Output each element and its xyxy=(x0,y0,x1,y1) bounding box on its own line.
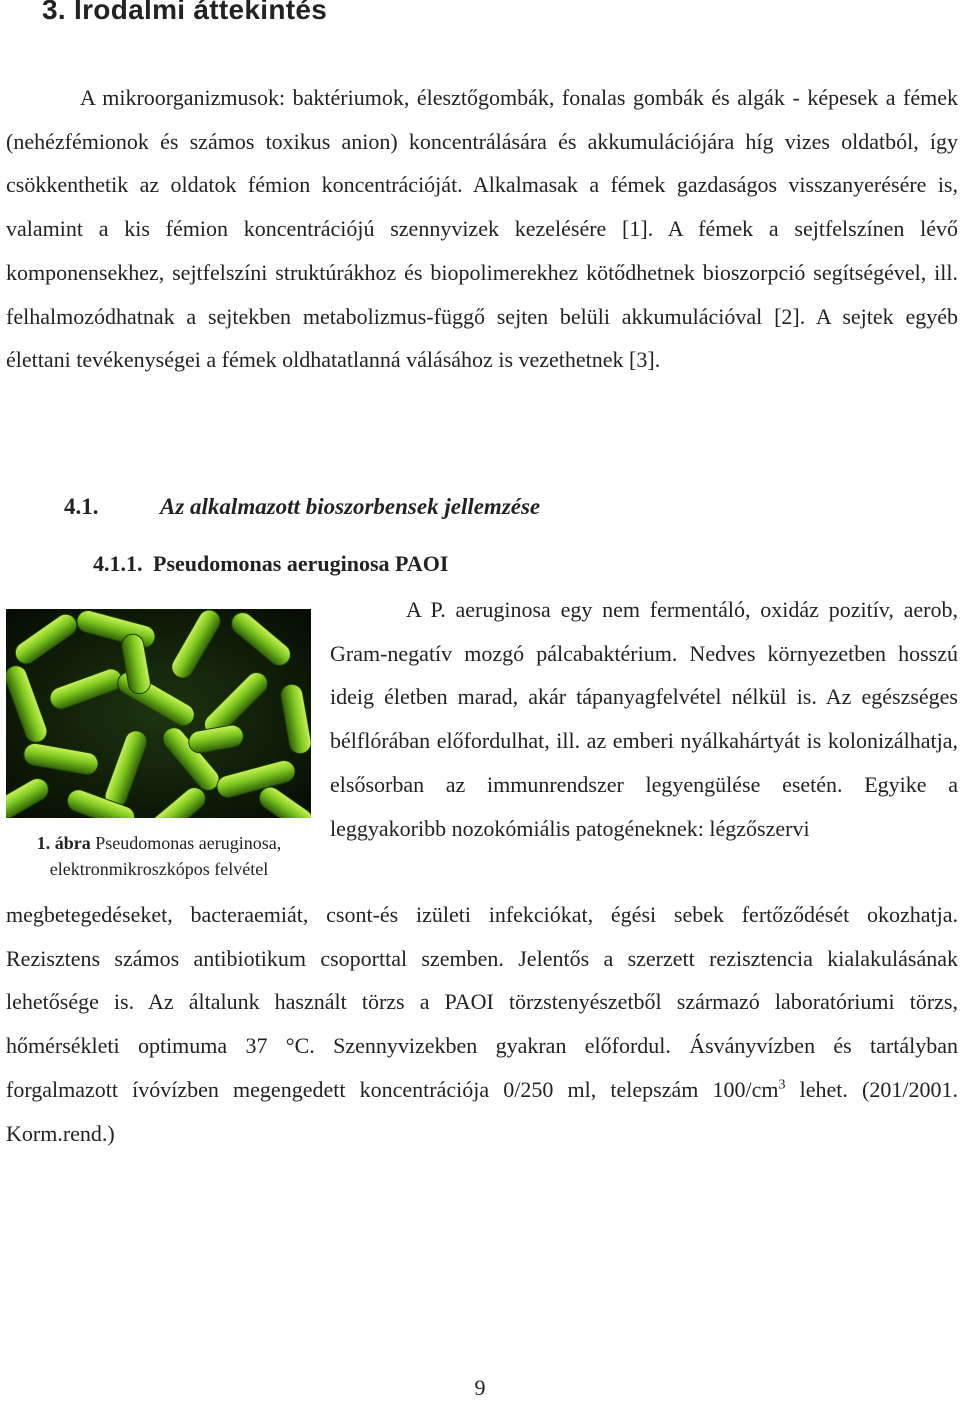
continuation-end: lehet. (201/2001. Korm.rend.) xyxy=(6,1076,958,1146)
section-heading xyxy=(64,494,540,520)
intro-paragraph: A mikroorganizmusok: baktériumok, élesztőgombák, fonalas gombák és algák - képesek a fémek (nehézfémionok és számos toxikus anion) koncentrálására és akkumulációjára híg vizes oldatból, így csökkenthetik az oldatok fémion koncentrációját. Alkalmasak a fémek gazdaságos visszanyerésére is, valamint a kis fémion koncentrációjú szennyvizek kezelésére [1]. A fémek a sejtfelszínen lévő komponensekhez, sejtfelszíni struktúrákhoz és biopolimerekhez kötődhetnek bioszorpció segítségével, ill. felhalmozódhatnak a sejtekben metabolizmus-függő sejten belüli akkumulációval [2]. A sejtek egyéb élettani tevékenységei a fémek oldhatatlanná válásához is vezethetnek [3]. xyxy=(6,85,958,373)
subsection-title: Pseudomonas aeruginosa PAOI xyxy=(153,551,449,576)
section-title: Az alkalmazott bioszorbensek jellemzése xyxy=(160,494,541,519)
figure-caption xyxy=(0,830,318,882)
page-heading: 3. Irodalmi áttekintés xyxy=(42,0,328,25)
pseudomonas-paragraph xyxy=(330,588,958,850)
figure-caption-line2: elektronmikroszkópos felvétel xyxy=(49,859,269,879)
continuation-text: megbetegedéseket, bacteraemiát, csont-és izületi infekciókat, égési sebek fertőződését okozhatja. Rezisztens számos antibiotikum csoporttal szemben. Jelentős a szerzett rezisztencia kialakulásának lehetősége is. Az általunk használt törzs a PAOI törzstenyészetből származó laboratóriumi törzs, hőmérsékleti optimuma 37 °C. Szennyvizekben gyakran előfordul. Ásványvízben és tartályban forgalmazott ívóvízben megengedett koncentrációja 0/250 ml, telepszám 100/cm xyxy=(6,902,958,1102)
figure-caption-line1: Pseudomonas aeruginosa, xyxy=(95,833,282,853)
bacteria-micrograph xyxy=(6,609,311,818)
subsection-heading xyxy=(93,551,448,577)
subsection-number: 4.1.1. xyxy=(93,551,143,576)
section-number: 4.1. xyxy=(64,494,99,519)
superscript-3: 3 xyxy=(778,1077,786,1093)
pseudomonas-text: A P. aeruginosa egy nem fermentáló, oxidáz pozitív, aerob, Gram-negatív mozgó pálcabaktérium. Nedves környezetben hosszú ideig életben marad, akár tápanyagfelvétel nélkül is. Az egészséges bélflórában előfordulhat, ill. az emberi nyálkahártyát is kolonizálhatja, elsősorban az immunrendszer legyengülése esetén. Egyike a leggyakoribb nozokómiális patogéneknek: légzőszervi xyxy=(330,597,958,841)
page-number: 9 xyxy=(474,1375,486,1400)
bacteria-illustration xyxy=(6,609,311,818)
continuation-paragraph xyxy=(6,893,958,1155)
figure-label: 1. ábra xyxy=(36,833,91,853)
